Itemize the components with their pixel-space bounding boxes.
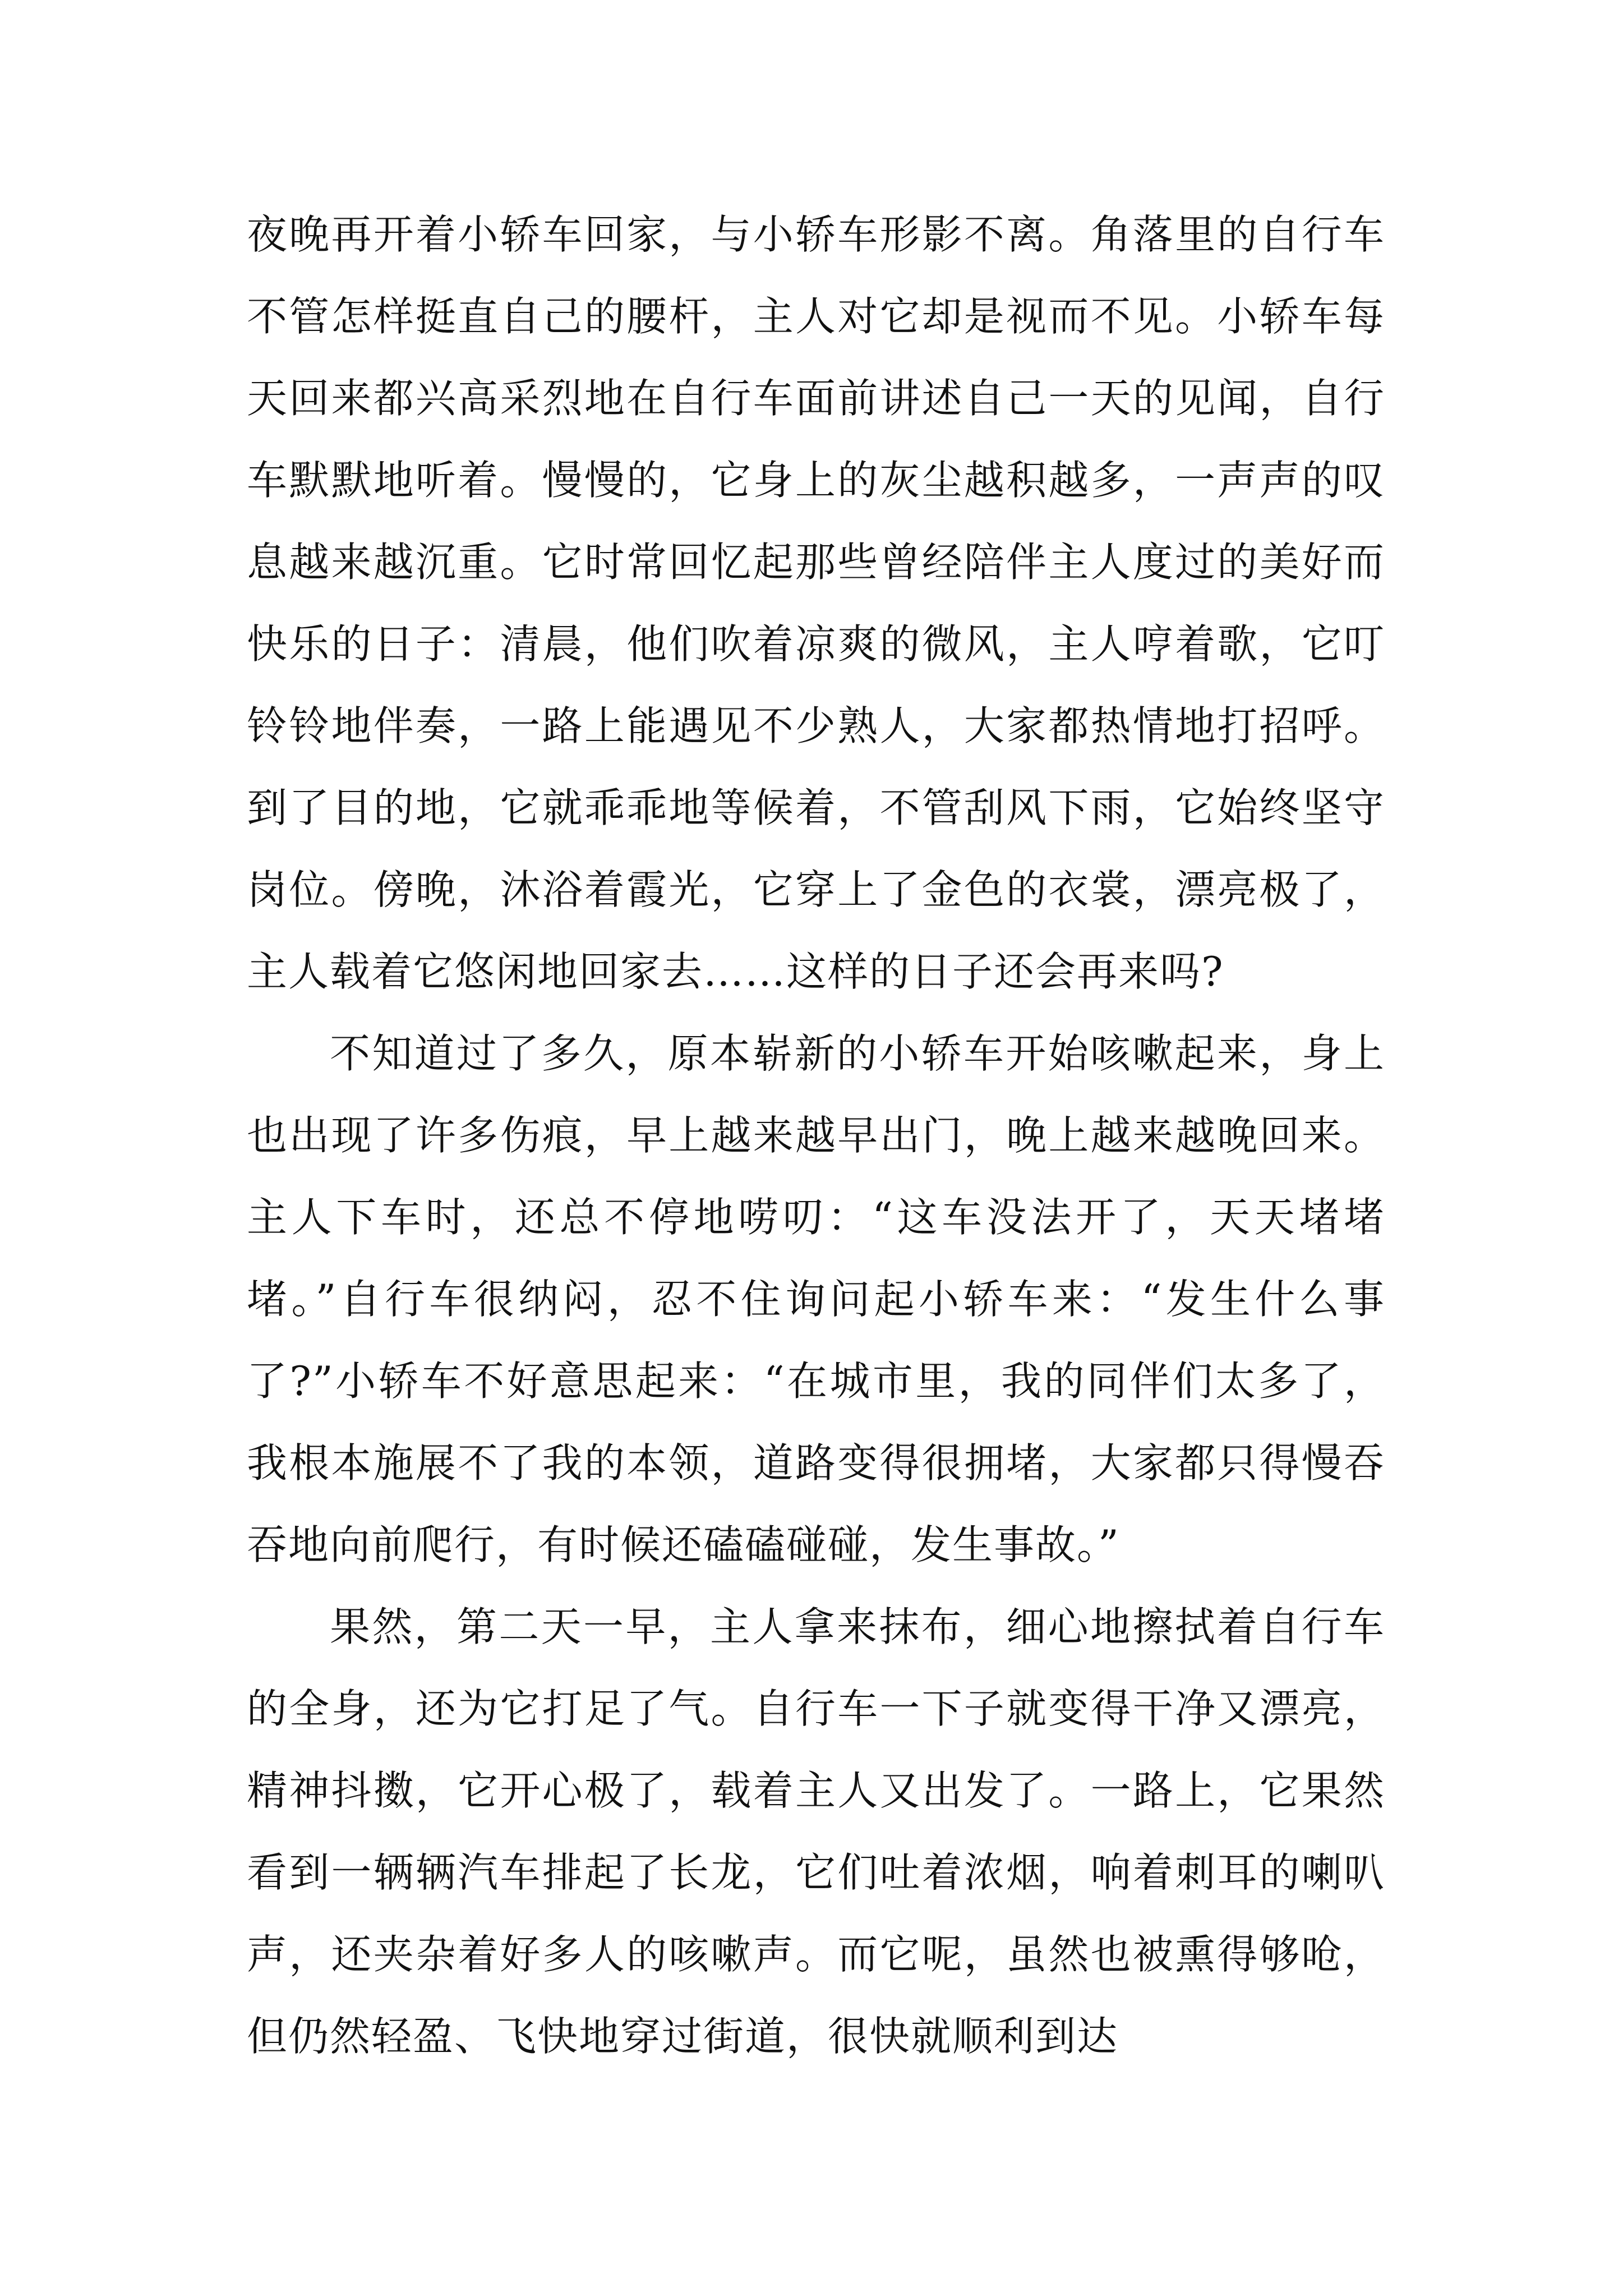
- paragraph-2: 不知道过了多久，原本崭新的小轿车开始咳嗽起来，身上也出现了许多伤痕，早上越来越早出门，晚上越来越晚回来。主人下车时，还总不停地唠叨：“这车没法开了，天天堵堵堵。”自行车很纳闷，忍不住询问起小轿车来：“发生什么事了?”小轿车不好意思起来：“在城市里，我的同伴们太多了，我根本施展不了我的本领，道路变得很拥堵，大家都只得慢吞吞地向前爬行，有时候还磕磕碰碰，发生事故。”: [247, 1030, 1385, 1568]
- paragraph-3: 果然，第二天一早，主人拿来抹布，细心地擦拭着自行车的全身，还为它打足了气。自行车一下子就变得干净又漂亮，精神抖擞，它开心极了，载着主人又出发了。一路上，它果然看到一辆辆汽车排起了长龙，它们吐着浓烟，响着刺耳的喇叭声，还夹杂着好多人的咳嗽声。而它呢，虽然也被熏得够呛，但仍然轻盈、飞快地穿过街道，很快就顺利到达: [247, 1603, 1385, 2060]
- document-body: [247, 194, 1385, 2077]
- paragraph-1: 夜晚再开着小轿车回家，与小轿车形影不离。角落里的自行车不管怎样挺直自己的腰杆，主人对它却是视而不见。小轿车每天回来都兴高采烈地在自行车面前讲述自己一天的见闻，自行车默默地听着。慢慢的，它身上的灰尘越积越多，一声声的叹息越来越沉重。它时常回忆起那些曾经陪伴主人度过的美好而快乐的日子：清晨，他们吹着凉爽的微风，主人哼着歌，它叮铃铃地伴奏，一路上能遇见不少熟人，大家都热情地打招呼。到了目的地，它就乖乖地等候着，不管刮风下雨，它始终坚守岗位。傍晚，沐浴着霞光，它穿上了金色的衣裳，漂亮极了，主人载着它悠闲地回家去……这样的日子还会再来吗?: [247, 211, 1385, 995]
